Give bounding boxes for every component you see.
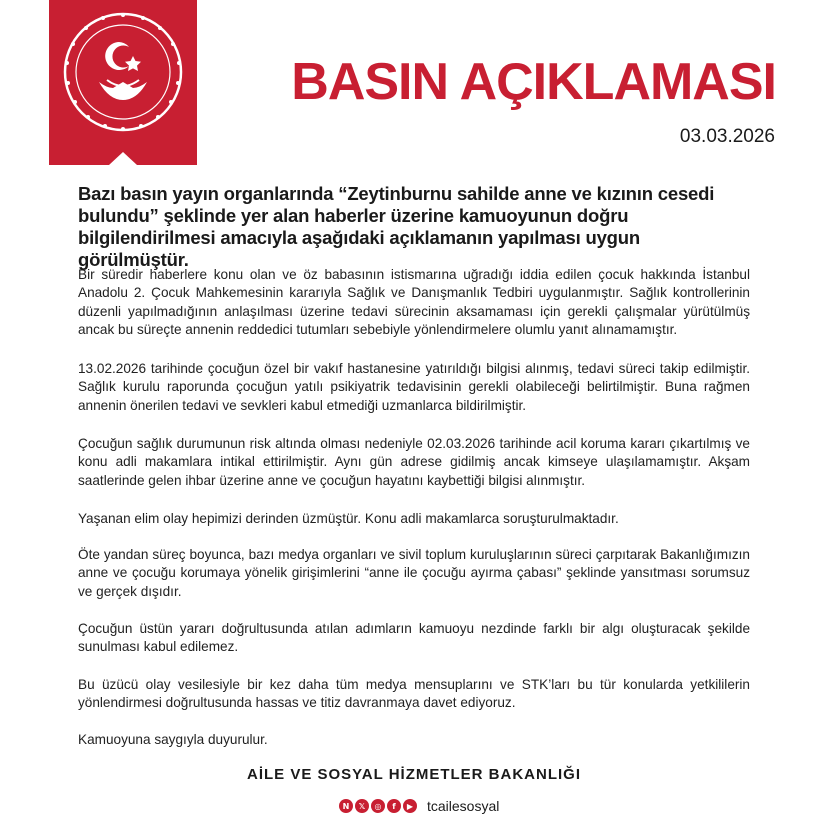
ministry-logo-panel [49,0,197,165]
facebook-icon[interactable]: f [387,799,401,813]
body-paragraph-5: Öte yandan süreç boyunca, bazı medya organları ve sivil toplum kuruluşlarının süreci çarpıtarak Bakanlığımızın anne ve çocuğu korumaya yönelik girişimlerini “anne ile çocuğu ayırma çabası” şeklinde yansıtması sorumsuz ve gerçek dışıdır. [78,547,750,599]
nsosyal-icon[interactable]: N [339,799,353,813]
instagram-icon[interactable]: ◎ [371,799,385,813]
release-date: 03.03.2026 [679,126,775,147]
social-links [339,796,499,816]
logo-bottom-notch [49,0,197,165]
body-paragraph-2: 13.02.2026 tarihinde çocuğun özel bir vakıf hastanesine yatırıldığı bilgisi alınmış, tedavi süreci takip edilmiştir. Sağlık kurulu raporunda çocuğun yatılı psikiyatrik tedavisinin gerekli olabileceği belirtilmiştir. Buna rağmen annenin önerilen tedavi ve sevkleri kabul etmediği uzmanlarca bildirilmiştir. [78,361,750,413]
body-paragraph-6: Çocuğun üstün yararı doğrultusunda atılan adımların kamuoyu nezdinde farklı bir algı oluşturacak şekilde sunulması kabul edilemez. [78,621,750,655]
body-paragraph-7: Bu üzücü olay vesilesiyle bir kez daha tüm medya mensuplarını ve STK’ları bu tür konularda yetkililerin yönlendirmesi doğrultusunda hassas ve titiz davranmaya davet ediyoruz. [78,677,750,711]
social-handle[interactable]: tcailesosyal [427,798,500,814]
body-paragraph-3: Çocuğun sağlık durumunun risk altında olması nedeniyle 02.03.2026 tarihinde acil koruma kararı çıkartılmış ve konu adli makamlara intikal ettirilmiştir. Aynı gün adrese gidilmiş ancak kimseye ulaşılamamıştır. Akşam saatlerinde gelen ihbar üzerine anne ve çocuğun hayatını kaybettiği bilgisi alınmıştır. [78,436,750,488]
body-paragraph-1: Bir süredir haberlere konu olan ve öz babasının istismarına uğradığı iddia edilen çocuk hakkında İstanbul Anadolu 2. Çocuk Mahkemesinin kararıyla Sağlık ve Danışmanlık Tedbiri uygulanmıştır. Sağlık kontrollerinin düzenli yapılmadığının anlaşılması üzerine tedavi sürecinin aksamaması için gerekli çalışmalar yürütülmüş ancak bu süreçte annenin reddedici tutumları sebebiyle yönlendirmelere olumlu yanıt alınamamıştır. [78,267,750,338]
x-icon[interactable]: 𝕏 [355,799,369,813]
youtube-icon[interactable]: ▶ [403,799,417,813]
page-title: BASIN AÇIKLAMASI [291,53,776,111]
body-paragraph-8: Kamuoyuna saygıyla duyurulur. [78,732,268,747]
lead-paragraph: Bazı basın yayın organlarında “Zeytinburnu sahilde anne ve kızının cesedi bulundu” şeklinde yer alan haberler üzerine kamuoyunun doğru bilgilendirilmesi amacıyla aşağıdaki açıklamanın yapılması uygun görülmüştür. [78,183,715,270]
ministry-signature: AİLE VE SOSYAL HİZMETLER BAKANLIĞI [246,766,582,783]
body-paragraph-4: Yaşanan elim olay hepimizi derinden üzmüştür. Konu adli makamlarca soruşturulmaktadır. [78,511,619,526]
